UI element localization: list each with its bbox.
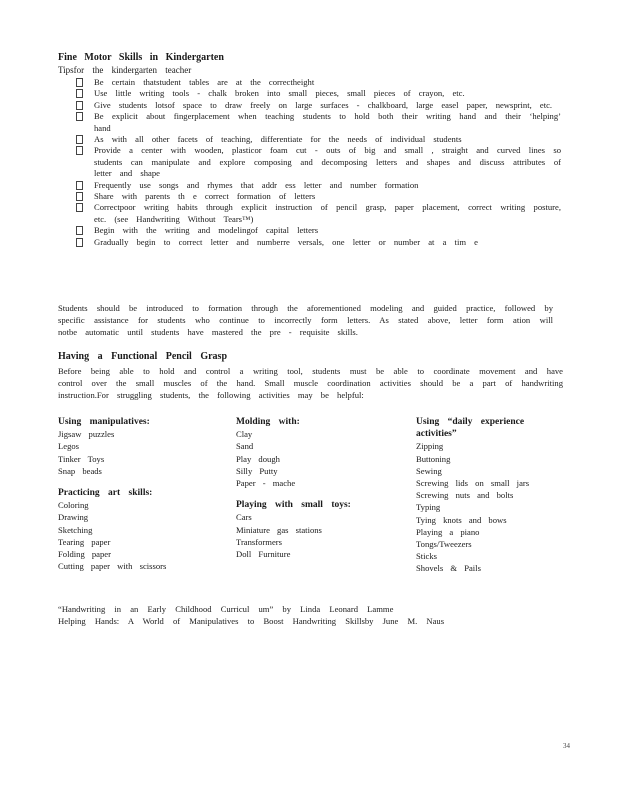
activity-item: Playing a piano bbox=[416, 526, 480, 537]
tip-item bbox=[76, 191, 561, 202]
activity-item: Play dough bbox=[236, 453, 280, 464]
section-gap bbox=[58, 477, 208, 487]
activity-item: Tongs/Tweezers bbox=[416, 539, 472, 550]
square-bullet-icon bbox=[76, 101, 83, 110]
activity-item: Transformers bbox=[236, 536, 282, 547]
square-bullet-icon bbox=[76, 89, 83, 98]
activity-item: Drawing bbox=[58, 512, 89, 523]
tip-text: Frequently use songs and rhymes that addr ess letter and number formation bbox=[94, 179, 419, 190]
tip-item bbox=[76, 77, 561, 88]
activities-column-2 bbox=[236, 416, 396, 560]
activity-item: Cars bbox=[236, 512, 252, 523]
activity-item: Snap beads bbox=[58, 465, 102, 476]
tip-text: Provide a center with wooden, plasticor foam cut - outs of big and small , straight and curved lines so students can manipulate and explore composing and decomposing letters and shapes and discuss attributes of letter and shape bbox=[94, 145, 561, 179]
activity-item: Folding paper bbox=[58, 549, 111, 560]
activities-column-1 bbox=[58, 416, 208, 572]
activity-item: Typing bbox=[416, 502, 441, 513]
square-bullet-icon bbox=[76, 238, 83, 247]
square-bullet-icon bbox=[76, 203, 83, 212]
tip-text: Give students lotsof space to draw freely on large surfaces - chalkboard, large easel paper, newsprint, etc. bbox=[94, 99, 553, 110]
tip-item bbox=[76, 134, 561, 145]
tip-text: Use little writing tools - chalk broken into small pieces, small pieces of crayon, etc. bbox=[94, 88, 465, 99]
pencil-grasp-paragraph: Before being able to hold and control a writing tool, students must be able to coordinate movement and have control over the small muscles of the hand. Small muscle coordination activities should be a part of handwriting instruction.For struggling students, the following activities may be helpful: bbox=[58, 366, 563, 400]
square-bullet-icon bbox=[76, 226, 83, 235]
reference-1: “Handwriting in an Early Childhood Curricul um” by Linda Leonard Lamme bbox=[58, 604, 394, 614]
activity-item: Screwing lids on small jars bbox=[416, 478, 530, 489]
activity-category-title: Using manipulatives: bbox=[58, 417, 150, 427]
tips-intro: Tipsfor the kindergarten teacher bbox=[58, 65, 192, 75]
activity-category-title: Using “daily experience activities” bbox=[416, 417, 525, 440]
tip-text: Share with parents th e correct formation of letters bbox=[94, 191, 316, 202]
square-bullet-icon bbox=[76, 181, 83, 190]
square-bullet-icon bbox=[76, 112, 83, 121]
activity-item: Sketching bbox=[58, 524, 93, 535]
tip-item bbox=[76, 225, 561, 236]
tip-text: Be explicit about fingerplacement when teaching students to hold both their writing hand and their ‘helping’ hand bbox=[94, 111, 561, 133]
activity-item: Coloring bbox=[58, 500, 89, 511]
activity-item: Sticks bbox=[416, 551, 438, 562]
square-bullet-icon bbox=[76, 146, 83, 155]
tip-text: Begin with the writing and modelingof capital letters bbox=[94, 225, 319, 236]
reference-2: Helping Hands: A World of Manipulatives to Boost Handwriting Skillsby June M. Naus bbox=[58, 616, 445, 626]
tip-item bbox=[76, 111, 561, 134]
activity-item: Tinker Toys bbox=[58, 453, 105, 464]
tip-item bbox=[76, 88, 561, 99]
tip-text: Correctpoor writing habits through explicit instruction of pencil grasp, paper placement, correct writing posture, etc. (see Handwriting Without Tears™) bbox=[94, 202, 561, 224]
activity-item: Paper - mache bbox=[236, 478, 296, 489]
formation-paragraph: Students should be introduced to formation through the aforementioned modeling and guided practice, followed by specific assistance for students who continue to incorrectly form letters. As stated above, letter form ation will notbe automatic until students have mastered the pre - requisite skills. bbox=[58, 303, 553, 337]
page-title: Fine Motor Skills in Kindergarten bbox=[58, 52, 224, 63]
activity-item: Sewing bbox=[416, 465, 442, 476]
tip-item bbox=[76, 180, 561, 191]
references bbox=[58, 603, 444, 627]
activities-column-3 bbox=[416, 416, 566, 575]
page-number: 34 bbox=[563, 742, 570, 750]
tip-item bbox=[76, 100, 561, 111]
section-heading-pencil-grasp: Having a Functional Pencil Grasp bbox=[58, 351, 228, 362]
activity-item: Shovels & Pails bbox=[416, 563, 481, 574]
activity-category-title: Playing with small toys: bbox=[236, 500, 351, 511]
activity-item: Jigsaw puzzles bbox=[58, 429, 115, 440]
tip-item bbox=[76, 202, 561, 225]
tip-text: Be certain thatstudent tables are at the correctheight bbox=[94, 77, 315, 87]
activity-item: Sand bbox=[236, 441, 254, 452]
activity-item: Legos bbox=[58, 441, 80, 452]
activity-item: Doll Furniture bbox=[236, 549, 291, 560]
square-bullet-icon bbox=[76, 135, 83, 144]
square-bullet-icon bbox=[76, 192, 83, 201]
activity-item: Tying knots and bows bbox=[416, 514, 507, 525]
activity-category-title: Molding with: bbox=[236, 417, 300, 427]
tip-text: As with all other facets of teaching, differentiate for the needs of individual students bbox=[94, 134, 462, 145]
tip-text: Gradually begin to correct letter and numberre versals, one letter or number at a tim e bbox=[94, 236, 478, 247]
activity-category-title: Practicing art skills: bbox=[58, 488, 153, 499]
square-bullet-icon bbox=[76, 78, 83, 87]
activity-item: Clay bbox=[236, 429, 253, 440]
activity-item: Screwing nuts and bolts bbox=[416, 490, 514, 501]
tips-list bbox=[76, 77, 561, 248]
section-gap bbox=[236, 489, 396, 499]
activity-item: Tearing paper bbox=[58, 536, 111, 547]
activity-item: Silly Putty bbox=[236, 465, 278, 476]
activity-item: Zipping bbox=[416, 441, 444, 452]
tip-item bbox=[76, 145, 561, 179]
activity-item: Buttoning bbox=[416, 453, 451, 464]
activity-item: Miniature gas stations bbox=[236, 524, 322, 535]
tip-item bbox=[76, 237, 561, 248]
activity-item: Cutting paper with scissors bbox=[58, 561, 167, 572]
